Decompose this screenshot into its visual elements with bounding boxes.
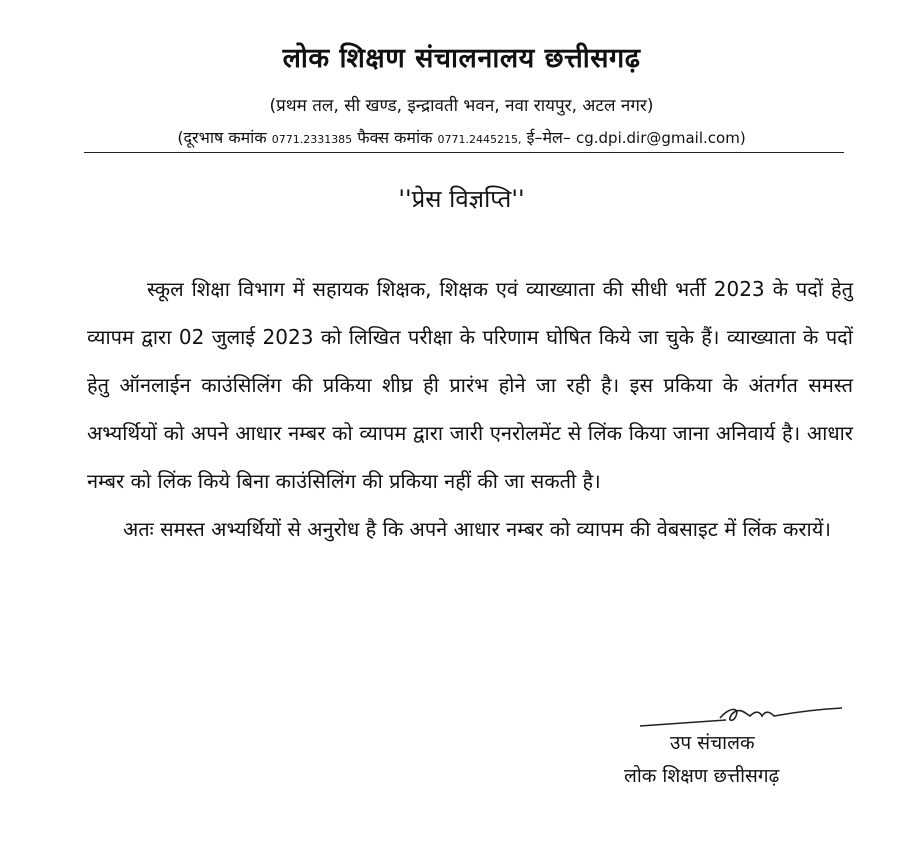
office-address: (प्रथम तल, सी खण्ड, इन्द्रावती भवन, नवा रायपुर, अटल नगर) — [269, 96, 654, 116]
contact-line — [0, 126, 923, 148]
office-name-heading: लोक शिक्षण संचालनालय छत्तीसगढ़ — [282, 43, 641, 74]
notice-paragraph-2: अतः समस्त अभ्यर्थियों से अनुरोध है कि अपने आधार नम्बर को व्यापम की वेबसाइट में लिंक करायें। — [123, 517, 831, 541]
phone-label: (दूरभाष कमांक — [177, 128, 267, 147]
fax-label: फैक्स कमांक — [357, 128, 433, 147]
signatory-designation: उप संचालक — [670, 732, 755, 754]
notice-paragraph-1: स्कूल शिक्षा विभाग में सहायक शिक्षक, शिक्षक एवं व्याख्याता की सीधी भर्ती 2023 के पदों हेतु व्यापम द्वारा 02 जुलाई 2023 को लिखित परीक्षा के परिणाम घोषित किये जा चुके हैं। व्याख्याता के पदों हेतु ऑनलाईन काउंसिलिंग की प्रकिया शीघ्र ही प्रारंभ होने जा रही है। इस प्रकिया के अंतर्गत समस्त अभ्यर्थियों को अपने आधार नम्बर को व्यापम द्वारा जारी एनरोलमेंट से लिंक किया जाना अनिवार्य है। आधार नम्बर को लिंक किये बिना काउंसिलिंग की प्रकिया नहीं की जा सकती है। — [87, 277, 853, 493]
header-divider — [84, 152, 844, 153]
press-release-title: ''प्रेस विज्ञप्ति'' — [398, 185, 525, 213]
phone-number: 0771.2331385 — [271, 133, 353, 146]
email-address: cg.dpi.dir@gmail.com) — [575, 129, 746, 147]
notice-body — [87, 265, 853, 553]
email-label: ई–मेल– — [526, 128, 571, 147]
fax-number: 0771.2445215, — [437, 133, 522, 146]
signatory-office: लोक शिक्षण छत्तीसगढ़ — [624, 765, 780, 787]
